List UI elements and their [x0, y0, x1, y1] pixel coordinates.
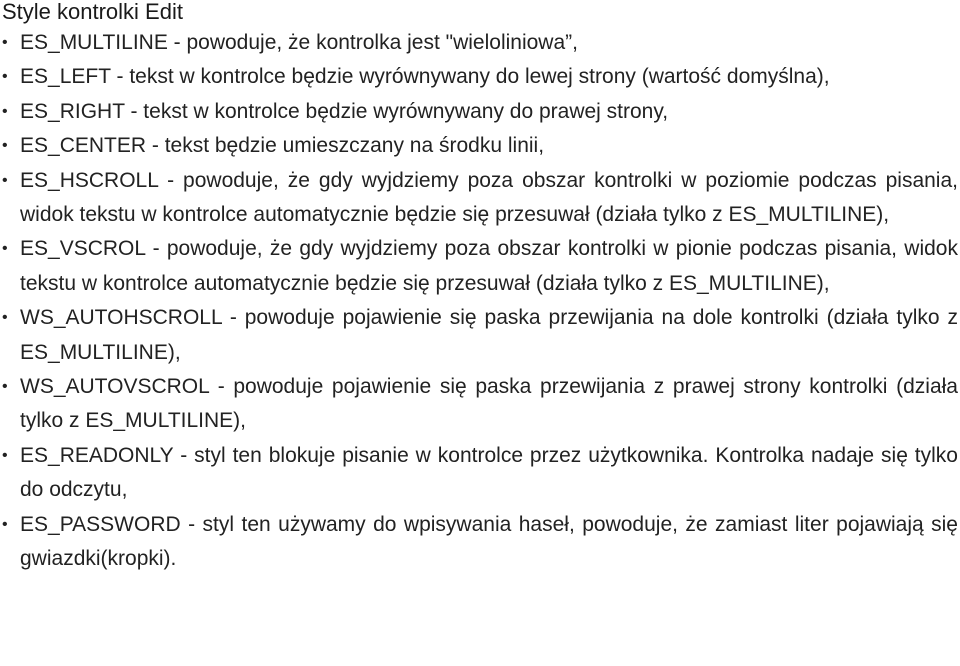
list-item-text: ES_MULTILINE - powoduje, że kontrolka jest "wieloliniowa”,	[20, 31, 578, 54]
list-item	[0, 60, 958, 94]
list-item-text: ES_VSCROL - powoduje, że gdy wyjdziemy poza obszar kontrolki w pionie podczas pisania, widok tekstu w kontrolce automatycznie będzie się przesuwał (działa tylko z ES_MULTILINE),	[20, 237, 958, 295]
list-item-text: ES_RIGHT - tekst w kontrolce będzie wyrównywany do prawej strony,	[20, 99, 669, 123]
list-item-text: ES_LEFT - tekst w kontrolce będzie wyrównywany do lewej strony (wartość domyślna),	[20, 65, 830, 89]
bullet-icon: •	[2, 240, 8, 258]
list-item	[0, 370, 958, 439]
list-item	[0, 164, 958, 233]
bullet-icon: •	[2, 102, 8, 120]
list-item-text: WS_AUTOVSCROL - powoduje pojawienie się paska przewijania z prawej strony kontrolki (działa tylko z ES_MULTILINE),	[20, 375, 958, 433]
list-item	[0, 129, 958, 163]
list-item-text: ES_CENTER - tekst będzie umieszczany na środku linii,	[20, 134, 545, 158]
bullet-icon: •	[2, 137, 8, 155]
slide-title: Style kontrolki Edit	[2, 0, 183, 24]
list-item	[0, 439, 958, 508]
bullet-icon: •	[2, 515, 8, 533]
list-item-text: ES_HSCROLL - powoduje, że gdy wyjdziemy poza obszar kontrolki w poziomie podczas pisania, widok tekstu w kontrolce automatycznie będzie się przesuwał (działa tylko z ES_MULTILINE),	[20, 168, 958, 227]
bullet-icon: •	[2, 68, 8, 86]
list-item	[0, 508, 958, 577]
list-item	[0, 95, 958, 129]
bullet-icon: •	[2, 378, 8, 396]
bullet-icon: •	[2, 309, 8, 327]
list-item-text: WS_AUTOHSCROLL - powoduje pojawienie się paska przewijania na dole kontrolki (działa tylko z ES_MULTILINE),	[20, 306, 958, 364]
list-item	[0, 301, 958, 370]
list-item	[0, 232, 958, 301]
bullet-icon: •	[2, 171, 8, 189]
list-item	[0, 26, 958, 60]
list-item-text: ES_READONLY - styl ten blokuje pisanie w kontrolce przez użytkownika. Kontrolka nadaje się tylko do odczytu,	[20, 443, 958, 502]
bullet-list	[0, 26, 958, 577]
bullet-icon: •	[2, 446, 8, 464]
bullet-icon: •	[2, 34, 8, 51]
list-item-text: ES_PASSWORD - styl ten używamy do wpisywania haseł, powoduje, że zamiast liter pojawiają się gwiazdki(kropki).	[20, 512, 958, 571]
